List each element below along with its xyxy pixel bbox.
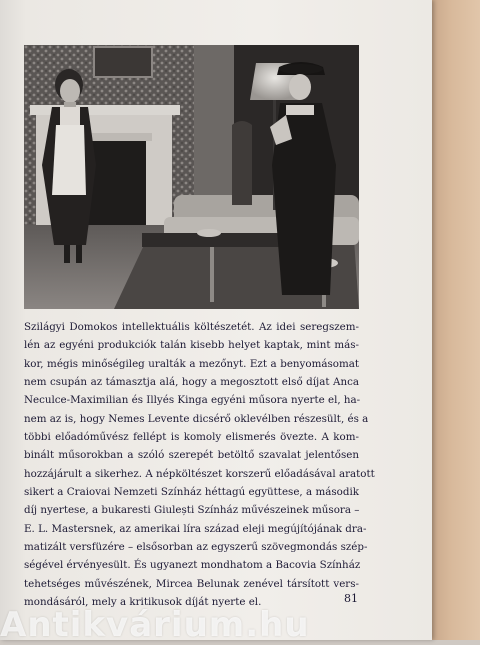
text-line: nem az is, hogy Nemes Levente dicsérő oklevélben részesült, és a [24, 412, 369, 425]
text-line: díj nyertese, a bukaresti Giulești Színház művészeinek műsora – [24, 504, 360, 517]
stage-photograph [24, 45, 359, 309]
text-line: lén az egyéni produkciók talán kisebb helyet kaptak, mint más- [24, 339, 359, 352]
text-line: többi előadóművész fellépt is komoly elismerés övezte. A kom- [24, 431, 359, 444]
body-text [24, 318, 375, 612]
text-line: matizált versfüzére – elsősorban az egyszerű szövegmondás szép- [24, 541, 368, 554]
text-line: E. L. Mastersnek, az amerikai líra század eleji megújítójának dra- [24, 522, 367, 535]
text-line: mondásáról, mely a kritikusok díját nyerte el. [24, 596, 262, 609]
text-line: Neculce-Maximilian és Illyés Kinga egyéni műsora nyerte el, ha- [24, 394, 361, 407]
text-line: sikert a Craiovai Nemzeti Színház héttagú együttese, a második [24, 486, 359, 499]
text-line: tehetséges művészének, Mircea Belunak zenével társított vers- [24, 577, 359, 590]
text-line: nem csupán az támasztja alá, hogy a megosztott első díjat Anca [24, 376, 359, 389]
text-line: binált műsorokban a szóló szerepét betöltő szavalat jelentősen [24, 449, 359, 462]
text-line: ségével érvényesült. És ugyanezt mondhatom a Bacovia Színház [24, 559, 361, 572]
text-line: hozzájárult a sikerhez. A népköltészet korszerű előadásával aratott [24, 467, 375, 480]
background-surface [432, 0, 480, 640]
watermark: Antikvárium.hu [0, 605, 310, 645]
page-number: 81 [344, 592, 358, 605]
text-line: kor, mégis minőségileg uralták a mezőnyt. Ezt a benyomásomat [24, 357, 359, 370]
text-line: Szilágyi Domokos intellektuális költészetét. Az idei seregszem- [24, 321, 359, 333]
